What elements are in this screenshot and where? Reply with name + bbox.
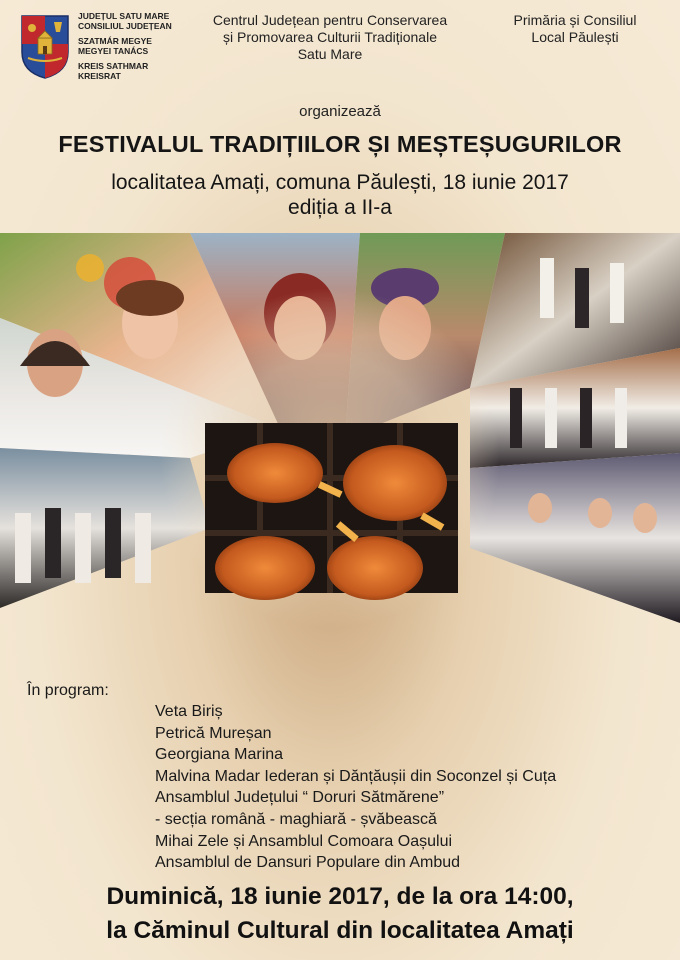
program-item: Petrică Mureșan: [155, 724, 272, 742]
intro-text: organizează: [299, 103, 381, 120]
program-item: Georgiana Marina: [155, 746, 284, 764]
organizer-town-hall: [490, 12, 660, 46]
program-item: Ansamblul Județului “ Doruri Sătmărene”: [155, 789, 445, 807]
event-edition: ediția a II-a: [288, 196, 392, 219]
org-line: și Promovarea Culturii Tradiționale: [223, 29, 437, 45]
org-line: Centrul Județean pentru Conservarea: [212, 12, 448, 28]
program-item: Ansamblul de Dansuri Populare din Ambud: [155, 854, 461, 872]
county-coat-of-arms-icon: [20, 14, 70, 80]
county-line: SZATMÁR MEGYE: [78, 35, 152, 46]
org-line: Local Păulești: [531, 29, 619, 45]
program-item: Mihai Zele și Ansamblul Comoara Oașului: [155, 832, 453, 850]
program-label: În program:: [27, 682, 109, 699]
county-council-names: [78, 11, 172, 81]
program-item: Veta Biriș: [155, 703, 223, 720]
festival-title: FESTIVALUL TRADIȚIILOR ȘI MEȘTEȘUGURILOR: [58, 131, 622, 157]
county-line: JUDEȚUL SATU MARE: [78, 11, 170, 21]
program-list: [155, 701, 556, 874]
org-line: Primăria și Consiliul: [513, 12, 637, 28]
photo-wooden-spoons: [205, 423, 458, 600]
county-line: KREIS SATHMAR: [78, 60, 149, 71]
program-item: - secția română - maghiară - șvăbească: [155, 810, 437, 828]
event-venue: la Căminul Cultural din localitatea Amați: [106, 917, 574, 944]
event-date-time: Duminică, 18 iunie 2017, de la ora 14:00,: [106, 883, 574, 910]
event-location-date: localitatea Amați, comuna Păulești, 18 iunie 2017: [111, 171, 569, 194]
organizer-cultural-center: [180, 12, 480, 63]
county-line: MEGYEI TANÁCS: [78, 46, 149, 57]
photo-collage: [0, 228, 680, 628]
org-line: Satu Mare: [297, 46, 363, 62]
county-line: CONSILIUL JUDEȚEAN: [78, 21, 172, 32]
county-line: KREISRAT: [78, 71, 121, 82]
program-item: Malvina Madar Iederan și Dănțăușii din Soconzel și Cuța: [155, 767, 557, 785]
